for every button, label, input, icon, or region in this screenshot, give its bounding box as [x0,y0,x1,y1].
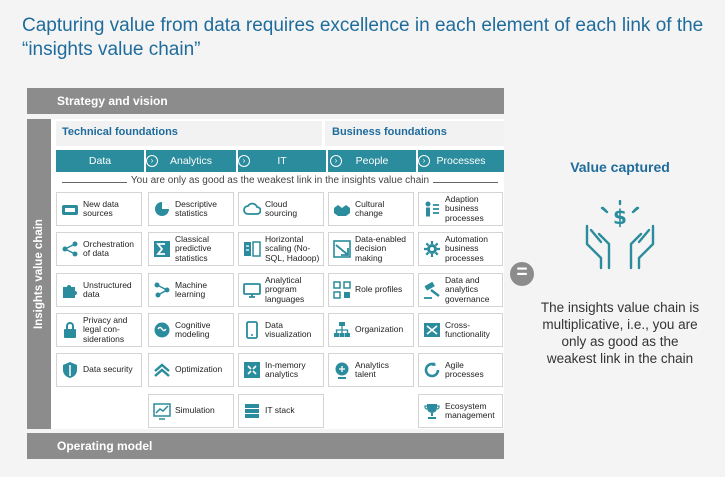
svg-text:$: $ [613,205,627,229]
chain-element [418,232,503,266]
chain-element [148,232,234,266]
gear-icon [419,233,445,265]
tab-processes: Processes [436,155,486,167]
chain-element-label: Cognitive modeling [175,319,211,339]
weakest-link-label: You are only as good as the weakest link in the insights value chain [127,175,433,186]
chain-element [56,192,142,226]
chain-element-label: Cultural change [355,198,385,218]
brain-icon [149,314,175,346]
chain-element-label: Data security [83,364,133,375]
chain-element [238,273,324,307]
chain-element [418,353,503,387]
value-captured-text: The insights value chain is multiplicative, i.e., you are only as good as the weakest link in the chain [540,300,700,366]
chain-element-label: IT stack [265,405,295,416]
chevron-right-icon: › [418,155,430,167]
stack-icon [239,395,265,427]
chain-element-label: Cloud sourcing [265,198,298,218]
chain-element [418,273,503,307]
chain-element-label: Orchestration of data [83,238,135,258]
pie-chart-icon [149,193,175,225]
chain-element-label: Cross- functionality [445,319,490,339]
cross-arrows-icon [419,314,445,346]
tablet-icon [239,314,265,346]
lock-icon [57,314,83,346]
chain-element-label: In-memory analytics [265,359,306,379]
puzzle-icon [57,274,83,306]
chain-element-label: Data visualization [265,319,312,339]
sigma-icon [149,233,175,265]
strategy-bar: Strategy and vision [27,88,504,114]
chain-element-label: New data sources [83,198,119,218]
chain-element-label: Automation business processes [445,233,488,263]
hands-money-icon [583,200,657,270]
chain-element [418,192,503,226]
equals-icon: = [510,262,534,286]
trophy-icon [419,395,445,427]
chain-element-label: Ecosystem management [445,400,495,420]
monitor-icon [239,274,265,306]
cloud-icon [239,193,265,225]
talent-head-icon [329,354,355,386]
chain-element [238,313,324,347]
operating-model-bar: Operating model [27,433,504,459]
tab-data: Data [88,155,112,167]
tab-it: IT [277,155,287,167]
decision-icon [329,233,355,265]
chain-element [328,273,414,307]
tab-people: People [355,155,389,167]
chevron-right-icon: › [330,155,342,167]
headline [22,14,712,62]
chevron-right-icon: › [146,155,158,167]
chain-element [238,394,324,428]
chain-element [418,313,503,347]
chain-element [56,273,142,307]
chain-element [148,192,234,226]
chain-element-label: Simulation [175,405,215,416]
tab-analytics: Analytics [169,155,212,167]
flow-icon [149,274,175,306]
side-bar [27,119,51,429]
chain-element-label: Optimization [175,364,223,375]
chain-element-label: Classical predictive statistics [175,233,212,263]
value-chain-panel [51,119,504,429]
chain-element-label: Data and analytics governance [445,274,490,304]
chain-element [56,313,142,347]
chain-element [238,192,324,226]
cycle-icon [419,354,445,386]
weakest-link-text [56,175,504,186]
chain-element-label: Analytics talent [355,359,390,379]
role-grid-icon [329,274,355,306]
gavel-icon [419,274,445,306]
side-label: Insights value chain [33,219,45,329]
handshake-icon [329,193,355,225]
chain-element [148,273,234,307]
tab-strip [56,150,504,172]
chain-element-label: Privacy and legal con- siderations [83,314,128,344]
weakest-link-row [56,174,504,190]
database-icon [57,193,83,225]
people-process-icon [419,193,445,225]
chain-element-label: Horizontal scaling (No- SQL, Hadoop) [265,233,320,263]
chain-element [148,394,234,428]
chain-element [56,353,142,387]
chain-element [418,394,503,428]
chain-element [148,353,234,387]
chain-element [238,353,324,387]
chain-element [56,232,142,266]
chain-element-label: Analytical program languages [265,274,305,304]
line-chart-icon [149,395,175,427]
chain-element [238,232,324,266]
chain-element [328,353,414,387]
chain-element-label: Adaption business processes [445,193,484,223]
chain-element [148,313,234,347]
chain-element [328,313,414,347]
chevron-right-icon: › [238,155,250,167]
headline-line-2: “insights value chain” [22,39,201,60]
business-foundations-title: Business foundations [332,126,447,138]
chain-element-label: Data-enabled decision making [355,233,407,263]
org-chart-icon [329,314,355,346]
chain-element-label: Role profiles [355,284,403,295]
technical-foundations-title: Technical foundations [62,126,178,138]
chain-element [328,192,414,226]
memory-icon [239,354,265,386]
headline-line-1: Capturing value from data requires excellence in each element of each link of the [22,15,704,36]
chevrons-up-icon [149,354,175,386]
chain-element-label: Descriptive statistics [175,198,218,218]
chain-element-label: Unstructured data [83,279,132,299]
server-scaling-icon [239,233,265,265]
chain-element-label: Organization [355,324,404,335]
shield-icon [57,354,83,386]
network-icon [57,233,83,265]
value-captured-title: Value captured [570,159,670,175]
chain-element [328,232,414,266]
chain-element-label: Agile processes [445,359,484,379]
chain-element-label: Machine learning [175,279,208,299]
